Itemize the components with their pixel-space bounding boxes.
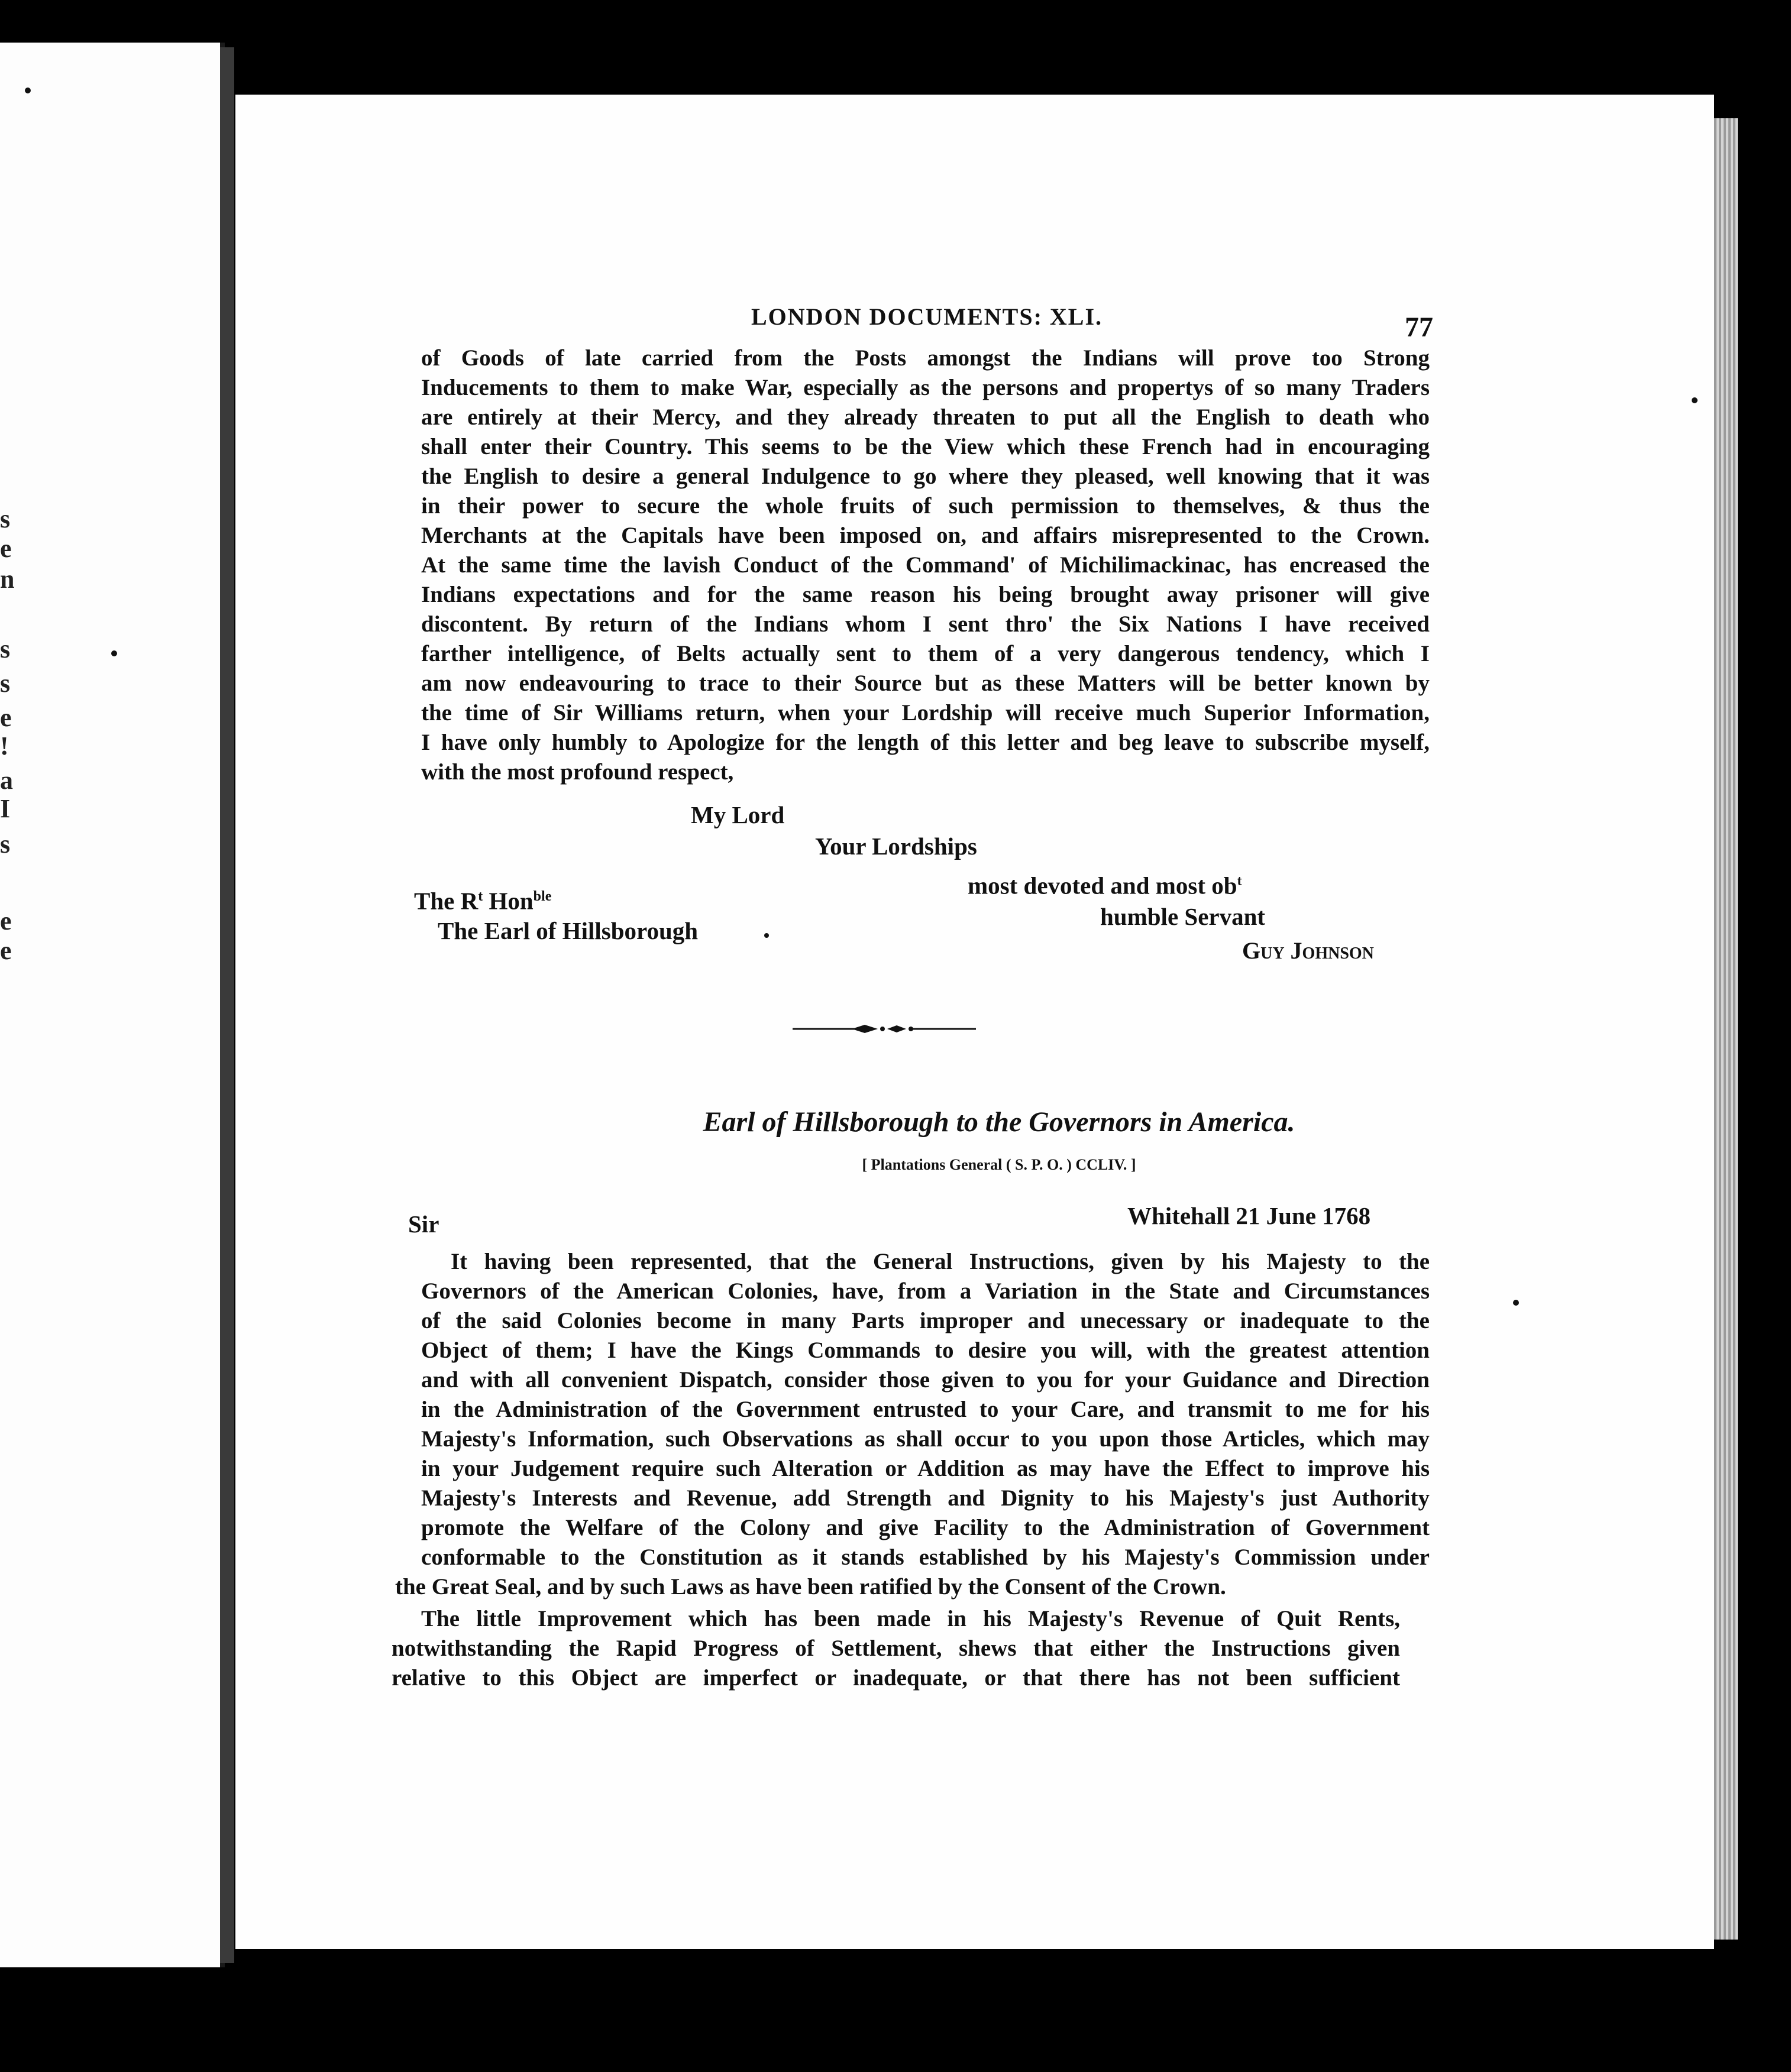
text-line: Majesty's Interests and Revenue, add Strength and Dignity to his Majesty's just Authority — [421, 1485, 1430, 1511]
text-line: relative to this Object are imperfect or inadequate, or that there has not been sufficient — [392, 1665, 1400, 1691]
text-line: notwithstanding the Rapid Progress of Settlement, shews that either the Instructions given — [392, 1636, 1400, 1661]
left-page-fragment: e — [0, 906, 12, 935]
left-page-fragment: a — [0, 766, 13, 795]
left-page-fragment: I — [0, 794, 11, 823]
closing: Your Lordships — [815, 833, 977, 860]
closing: humble Servant — [1100, 903, 1266, 930]
text-line: I have only humbly to Apologize for the length of this letter and beg leave to subscribe myself, — [421, 730, 1430, 755]
letter-2-title: Earl of Hillsborough to the Governors in America. — [703, 1106, 1295, 1138]
text-line: in their power to secure the whole fruits of such permission to themselves, & thus the — [421, 493, 1430, 519]
text-line: Merchants at the Capitals have been imposed on, and affairs misrepresented to the Crown. — [421, 523, 1430, 548]
text-line: Object of them; I have the Kings Commands to desire you will, with the greatest attention — [421, 1338, 1430, 1363]
text-line: the English to desire a general Indulgence to go where they pleased, well knowing that it was — [421, 464, 1430, 489]
left-page-fragment: s — [0, 669, 11, 698]
text-line: At the same time the lavish Conduct of the Command' of Michilimackinac, has encreased the — [421, 552, 1430, 578]
text-line: the time of Sir Williams return, when your Lordship will receive much Superior Information, — [421, 700, 1430, 726]
text-line: shall enter their Country. This seems to be the View which these French had in encouraging — [421, 434, 1430, 459]
greeting: Sir — [408, 1210, 439, 1238]
left-page-fragment: s — [0, 504, 11, 533]
speck — [764, 933, 769, 938]
text-line: am now endeavouring to trace to their Source but as these Matters will be better known by — [421, 671, 1430, 696]
text-line: discontent. By return of the Indians whom I sent thro' the Six Nations I have received — [421, 611, 1430, 637]
page-stack-edge — [1714, 118, 1738, 1940]
text-line: the Great Seal, and by such Laws as have been ratified by the Consent of the Crown. — [395, 1574, 1226, 1600]
text-line: in your Judgement require such Alteration or Addition as may have the Effect to improve his — [421, 1456, 1430, 1481]
speck — [111, 650, 117, 656]
signature: Guy Johnson — [1242, 937, 1374, 964]
left-page-fragment: ! — [0, 731, 9, 760]
section-divider-ornament — [793, 1020, 976, 1038]
addressee: The $R^t$ Hon$^{ble}$ — [414, 887, 552, 915]
text-line: of Goods of late carried from the Posts amongst the Indians will prove too Strong — [421, 345, 1430, 371]
text-line: with the most profound respect, — [421, 759, 734, 785]
text-line: Indians expectations and for the same reason his being brought away prisoner will give — [421, 582, 1430, 607]
text-line: It having been represented, that the General Instructions, given by his Majesty to the — [451, 1249, 1430, 1274]
text-line: of the said Colonies become in many Parts improper and unecessary or inadequate to the — [421, 1308, 1430, 1333]
left-page-fragment: e — [0, 534, 12, 563]
running-head: LONDON DOCUMENTS: XLI. — [751, 303, 1103, 330]
dateline: Whitehall 21 June 1768 — [1127, 1202, 1371, 1229]
addressee: The Earl of Hillsborough — [438, 917, 699, 944]
book-gutter — [220, 47, 234, 1963]
source-citation: [ Plantations General ( S. P. O. ) CCLIV. ] — [862, 1156, 1136, 1173]
left-page-fragment: s — [0, 634, 11, 663]
left-page-edge — [0, 43, 225, 1967]
speck — [25, 88, 31, 93]
left-page-fragment: e — [0, 936, 12, 965]
text-line: are entirely at their Mercy, and they already threaten to put all the English to death who — [421, 404, 1430, 430]
speck — [1513, 1300, 1519, 1306]
text-line: The little Improvement which has been made in his Majesty's Revenue of Quit Rents, — [421, 1606, 1400, 1631]
text-line: Majesty's Information, such Observations as shall occur to you upon those Articles, which may — [421, 1426, 1430, 1452]
closing: most devoted and most $ob^t$ — [968, 872, 1242, 899]
salutation: My Lord — [691, 801, 785, 828]
text-line: and with all convenient Dispatch, consider those given to you for your Guidance and Direction — [421, 1367, 1430, 1393]
text-line: farther intelligence, of Belts actually sent to them of a very dangerous tendency, which I — [421, 641, 1430, 666]
left-page-fragment: n — [0, 565, 15, 594]
text-line: Governors of the American Colonies, have, from a Variation in the State and Circumstances — [421, 1278, 1430, 1304]
text-line: in the Administration of the Government entrusted to your Care, and transmit to me for his — [421, 1397, 1430, 1422]
speck — [1692, 397, 1698, 403]
left-page-fragment: s — [0, 830, 11, 859]
text-line: conformable to the Constitution as it stands established by his Majesty's Commission under — [421, 1545, 1430, 1570]
left-page-fragment: e — [0, 703, 12, 732]
text-line: promote the Welfare of the Colony and give Facility to the Administration of Government — [421, 1515, 1430, 1540]
text-line: Inducements to them to make War, especially as the persons and propertys of so many Traders — [421, 375, 1430, 400]
page-number: 77 — [1405, 312, 1433, 343]
